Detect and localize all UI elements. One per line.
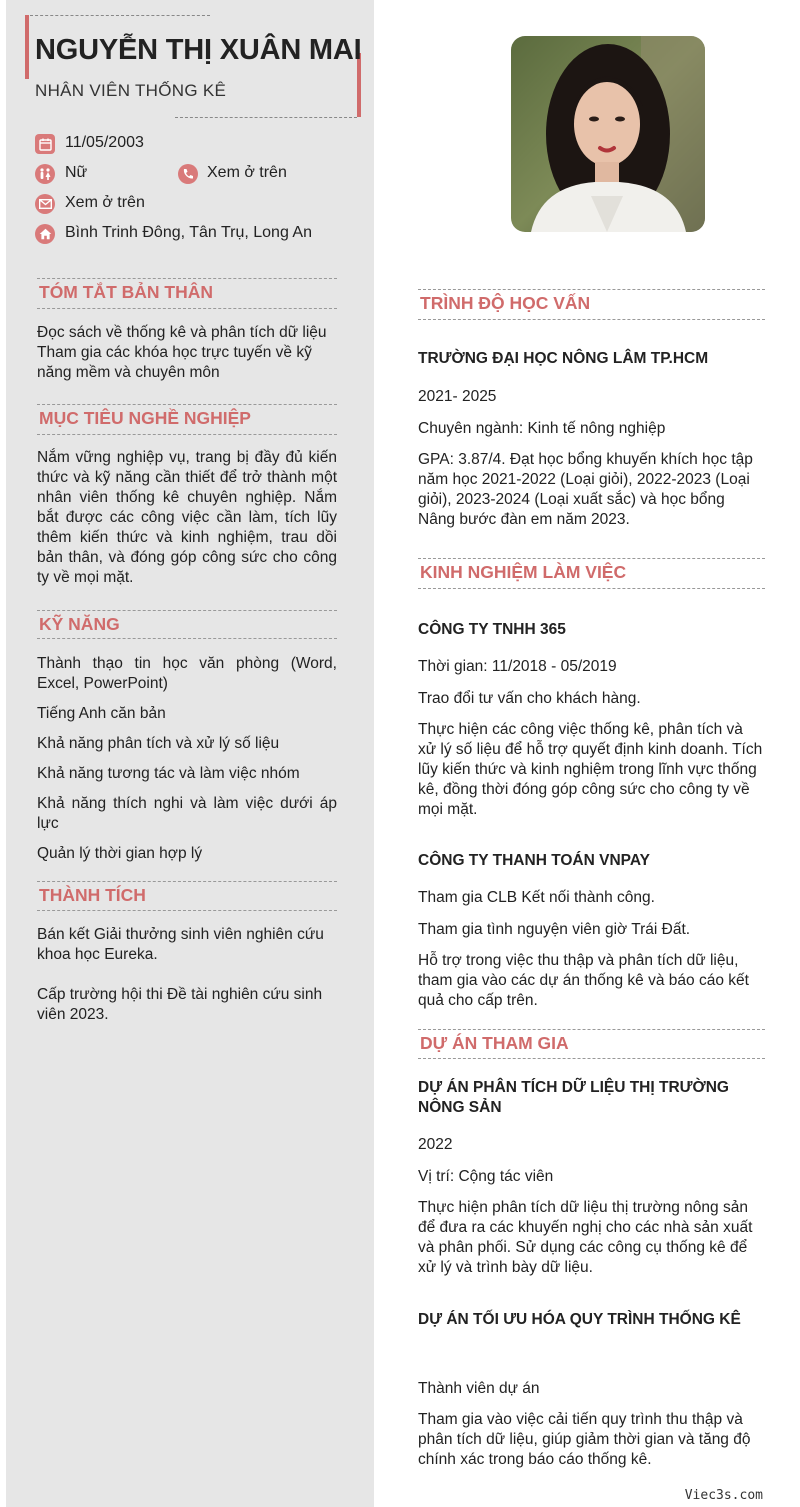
- watermark: Viec3s.com: [684, 1488, 763, 1503]
- header-accent-bar-left: [25, 15, 29, 79]
- birthday-value: 11/05/2003: [65, 134, 144, 151]
- job-role: Tham gia tình nguyện viên giờ Trái Đất.: [418, 921, 691, 938]
- objective-text: Nắm vững nghiệp vụ, trang bị đầy đủ kiến thức và kỹ năng cần thiết để trở thành một nhân viên thống kê chuyên nghiệp. Nắm bắt được các công việc cần làm, tích lũy thêm kiến thức và kinh nghiệm, trau dồi bản thân, và đóng góp công sức cho công ty về mọi mặt.: [37, 449, 337, 586]
- project-description: Thực hiện phân tích dữ liệu thị trường nông sản để đưa ra các khuyến nghị cho các nhà sản xuất và phân phối. Sử dụng các công cụ thống kê để xử lý và trình bày dữ liệu.: [418, 1199, 753, 1276]
- skill-item: Thành thạo tin học văn phòng (Word, Excel, PowerPoint): [37, 655, 337, 692]
- phone-icon: [178, 164, 198, 184]
- summary-heading: TÓM TẮT BẢN THÂN: [39, 282, 214, 302]
- objective-heading: MỤC TIÊU NGHỀ NGHIỆP: [39, 408, 251, 428]
- skill-item: Khả năng tương tác và làm việc nhóm: [37, 765, 300, 782]
- job-company: CÔNG TY TNHH 365: [418, 621, 566, 638]
- candidate-name: NGUYỄN THỊ XUÂN MAI: [35, 34, 362, 66]
- achievements-heading: THÀNH TÍCH: [39, 885, 146, 905]
- gender-icon: [35, 164, 55, 184]
- section-divider: [418, 588, 765, 589]
- job-role: Trao đổi tư vấn cho khách hàng.: [418, 690, 641, 707]
- skill-item: Khả năng phân tích và xử lý số liệu: [37, 735, 280, 752]
- section-divider: [37, 278, 337, 279]
- section-divider: [37, 610, 337, 611]
- section-divider: [37, 881, 337, 882]
- job-period: Thời gian: 11/2018 - 05/2019: [418, 658, 617, 675]
- section-divider: [418, 1058, 765, 1059]
- address-value: Bình Trinh Đông, Tân Trụ, Long An: [65, 224, 312, 241]
- header-divider-bottom: [175, 117, 357, 118]
- skill-item: Quản lý thời gian hợp lý: [37, 845, 203, 862]
- project-title: DỰ ÁN PHÂN TÍCH DỮ LIỆU THỊ TRƯỜNG NÔNG SẢN: [418, 1079, 729, 1116]
- skill-item: Khả năng thích nghi và làm việc dưới áp lực: [37, 795, 337, 832]
- gender-value: Nữ: [65, 164, 88, 181]
- education-major: Chuyên ngành: Kinh tế nông nghiệp: [418, 420, 666, 437]
- section-divider: [418, 558, 765, 559]
- section-divider: [418, 289, 765, 290]
- education-school: TRƯỜNG ĐẠI HỌC NÔNG LÂM TP.HCM: [418, 350, 709, 367]
- email-value[interactable]: Xem ở trên: [65, 194, 145, 211]
- section-divider: [37, 434, 337, 435]
- experience-heading: KINH NGHIỆM LÀM VIỆC: [420, 562, 627, 582]
- skill-item: Tiếng Anh căn bản: [37, 705, 166, 722]
- project-year: 2022: [418, 1136, 453, 1153]
- job-company: CÔNG TY THANH TOÁN VNPAY: [418, 852, 650, 869]
- project-role: Thành viên dự án: [418, 1380, 540, 1397]
- education-period: 2021- 2025: [418, 388, 497, 405]
- education-details: GPA: 3.87/4. Đạt học bổng khuyến khích học tập năm học 2021-2022 (Loại giỏi), 2022-2023 (Loại giỏi), 2023-2024 (Loại xuất sắc) và học bổng Nâng bước đàn em năm 2023.: [418, 451, 753, 528]
- job-title: NHÂN VIÊN THỐNG KÊ: [35, 81, 227, 100]
- job-period: Tham gia CLB Kết nối thành công.: [418, 889, 655, 906]
- project-title: DỰ ÁN TỐI ƯU HÓA QUY TRÌNH THỐNG KÊ: [418, 1311, 741, 1328]
- skills-heading: KỸ NĂNG: [39, 614, 120, 634]
- mail-icon: [35, 194, 55, 214]
- calendar-icon: [35, 134, 55, 154]
- section-divider: [37, 910, 337, 911]
- home-icon: [35, 224, 55, 244]
- project-description: Tham gia vào việc cải tiến quy trình thu thập và phân tích dữ liệu, giúp giảm thời gian và tăng độ chính xác trong báo cáo thống kê.: [418, 1411, 751, 1468]
- education-heading: TRÌNH ĐỘ HỌC VẤN: [420, 293, 591, 313]
- header-divider-top: [30, 15, 210, 16]
- summary-text: Đọc sách về thống kê và phân tích dữ liệu Tham gia các khóa học trực tuyến về kỹ năng mềm và chuyên môn: [37, 324, 327, 381]
- profile-photo: [511, 36, 705, 232]
- project-role: Vị trí: Cộng tác viên: [418, 1168, 554, 1185]
- section-divider: [37, 404, 337, 405]
- achievement-item: Cấp trường hội thi Đề tài nghiên cứu sinh viên 2023.: [37, 986, 323, 1023]
- job-description: Hỗ trợ trong việc thu thập và phân tích dữ liệu, tham gia vào các dự án thống kê và báo cáo kết quả cho cấp trên.: [418, 952, 749, 1009]
- phone-value[interactable]: Xem ở trên: [207, 164, 287, 181]
- section-divider: [418, 319, 765, 320]
- section-divider: [418, 1029, 765, 1030]
- job-description: Thực hiện các công việc thống kê, phân tích và xử lý số liệu để hỗ trợ quyết định kinh doanh. Tích lũy kiến thức và kinh nghiệm trong lĩnh vực thống kê, đồng thời đóng góp công sức cho công ty về mọi mặt.: [418, 721, 763, 818]
- section-divider: [37, 638, 337, 639]
- section-divider: [37, 308, 337, 309]
- achievement-item: Bán kết Giải thưởng sinh viên nghiên cứu khoa học Eureka.: [37, 926, 324, 963]
- projects-heading: DỰ ÁN THAM GIA: [420, 1033, 569, 1053]
